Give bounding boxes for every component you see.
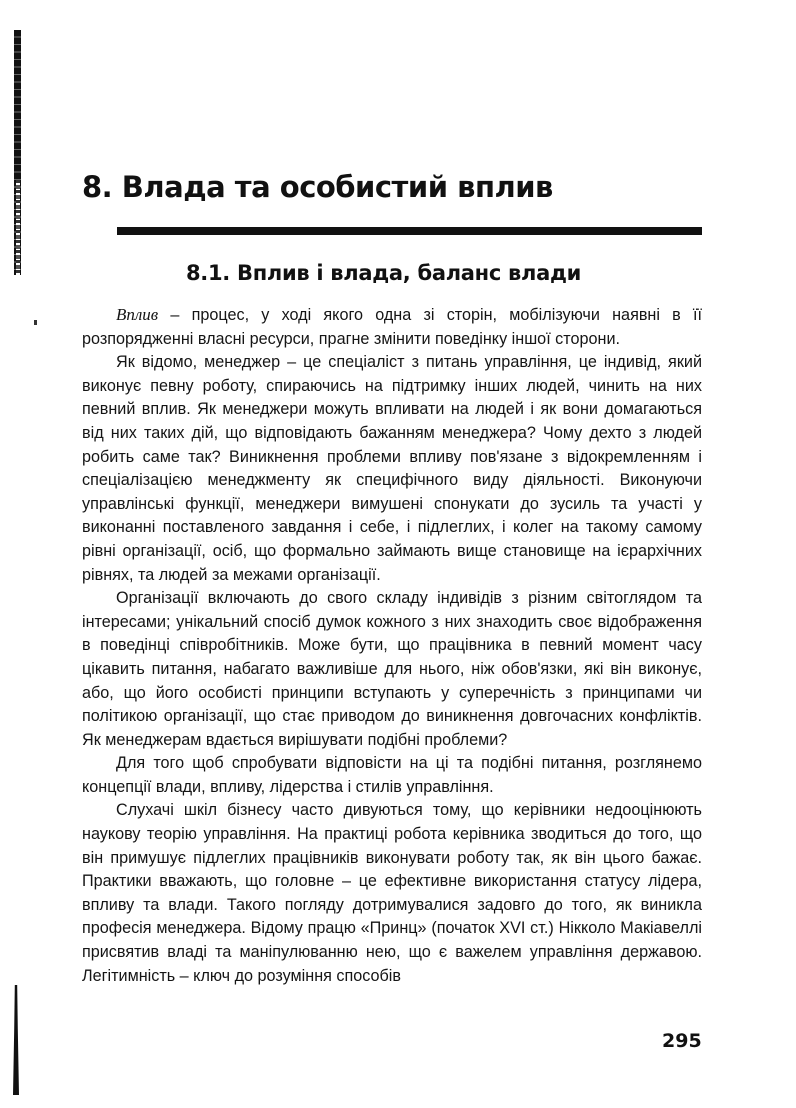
chapter-rule-divider [117, 227, 702, 235]
scan-edge-shadow [13, 985, 19, 1095]
chapter-title: 8. Влада та особистий вплив [82, 170, 553, 204]
paragraph: Для того щоб спробувати відповісти на ці та подібні питання, розглянемо концепції влади, впливу, лідерства і стилів управління. [82, 754, 702, 796]
paragraph: Слухачі шкіл бізнесу часто дивуються тому, що керівники недооцінюють наукову теорію управління. На практиці робота керівника зводиться до того, що він примушує підлеглих працівників виконувати роботу так, як він цього бажає. Практики вважають, що головне – це ефективне використання статусу лідера, впливу та влади. Такого погляду дотримувалися задовго до того, як виникла професія менеджера. Відому працю «Принц» (початок XVI ст.) Нікколо Макіавеллі присвятив владі та маніпулюванню нею, що є важелем управління державою. Легітимність – ключ до розуміння способів [82, 801, 702, 985]
page-number: 295 [662, 1030, 702, 1052]
body-text [82, 303, 702, 988]
paragraph: Організації включають до свого складу індивідів з різним світоглядом та інтересами; унікальний спосіб думок кожного з них знаходить своє відображення в поведінці співробітників. Може бути, що працівника в певний момент часу цікавить питання, набагато важливіше для нього, ніж обов'язки, які він виконує, або, що його особисті принципи вступають у суперечність з принципами чи політикою організації, що стає приводом до виникнення довгочасних конфліктів. Як менеджерам вдається вирішувати подібні проблеми? [82, 589, 702, 749]
paragraph: Як відомо, менеджер – це спеціаліст з питань управління, це індивід, який виконує певну роботу, спираючись на підтримку інших людей, чинить на них певний вплив. Як менеджери можуть впливати на людей і як вони домагаються від них таких дій, що відповідають бажанням менеджера? Чому дехто з людей робить саме так? Виникнення проблеми впливу пов'язане з відокремленням і спеціалізацією менеджменту як специфічного виду діяльності. Виконуючи управлінські функції, менеджери вимушені спонукати до зусиль та участі у виконанні поставленого завдання і себе, і підлеглих, і колег на такому самому рівні організації, осіб, що формально займають вище становище на ієрархічних рівнях, та людей за межами організації. [82, 353, 702, 584]
defined-term: Вплив [116, 305, 159, 324]
scan-binding-edge-bottom [10, 985, 22, 1095]
paragraph-definition [82, 303, 702, 351]
scan-speck [34, 320, 37, 325]
scan-binding-edge [14, 30, 24, 275]
section-title: 8.1. Вплив і влада, баланс влади [186, 261, 582, 285]
scan-edge-tail [16, 180, 20, 275]
definition-text: – процес, у ході якого одна зі сторін, мобілізуючи наявні в її розпорядженні власні ресурси, прагне змінити поведінку іншої сторони. [82, 306, 702, 348]
